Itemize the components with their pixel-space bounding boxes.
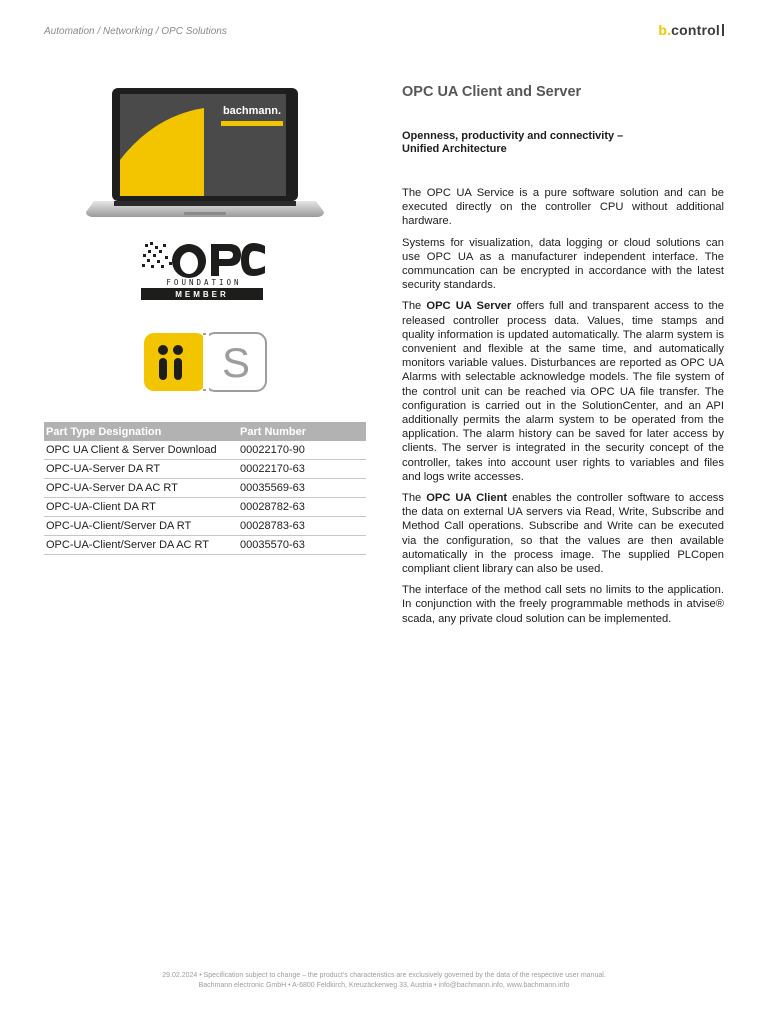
- part-designation: OPC-UA-Client/Server DA AC RT: [44, 536, 238, 555]
- product-description: [402, 84, 724, 633]
- part-number-table: [44, 422, 366, 555]
- laptop-screen-logo: bachmann.: [222, 105, 282, 117]
- page-footer: [0, 971, 768, 991]
- paragraph-systems: Systems for visualization, data logging or cloud solutions can use OPC UA as a manufacturer independent interface. The communcation can be encrypted in accordance with the latest security standards.: [402, 236, 724, 292]
- column-header-part-number: Part Number: [238, 422, 366, 441]
- breadcrumb: Automation / Networking / OPC Solutions: [44, 26, 227, 37]
- brand-logo: b.control: [658, 22, 724, 38]
- opc-foundation-member-logo: [141, 238, 267, 307]
- column-header-designation: Part Type Designation: [44, 422, 238, 441]
- table-row: [44, 498, 366, 517]
- paragraph-client: The OPC UA Client enables the controller software to access the data on external UA servers via Read, Write, Subscribe and Method Call operations. Subscribe and Write can be executed via the configuration, so that the values are then available automatically in the process image. The supplied PLCopen compliant client library can also be used.: [402, 492, 724, 576]
- table-row: [44, 460, 366, 479]
- page-title: OPC UA Client and Server: [402, 84, 582, 100]
- table-row: [44, 441, 366, 460]
- paragraph-server: The OPC UA Server offers full and transparent access to the released controller process data. Values, time stamps and quality information is updated automatically. The alarm system is convenient and flexible at the same time, and automatically monitors variable values. Disturbances are reported as OPC UA Alarms with selectable acknowledge models. The file system of the control unit can be reached via OPC UA file transfer. The configuration is carried out in the SolutionCenter, and an API additionally permits the alarm system to be operated from the application. The alarm history can be saved for later access by clients. The server is integrated in the security concept of the controller, takes into account user rights to variables and files and logs write accesses.: [402, 300, 725, 483]
- part-number: 00035569-63: [238, 479, 366, 498]
- part-designation: OPC-UA-Server DA RT: [44, 460, 238, 479]
- paragraph-method-call: The interface of the method call sets no limits to the application. In conjunction with the freely programmable methods in atvise® scada, any private cloud solution can be implemented.: [402, 584, 724, 625]
- table-row: [44, 517, 366, 536]
- part-number: 00022170-63: [238, 460, 366, 479]
- footer-address: Bachmann electronic GmbH • A-6800 Feldkirch, Kreuzäckerweg 33, Austria • info@bachmann.info, www.bachmann.info: [198, 982, 570, 989]
- part-number: 00035570-63: [238, 536, 366, 555]
- part-number: 00028782-63: [238, 498, 366, 517]
- svg-text:S: S: [221, 339, 251, 386]
- laptop-image: [84, 86, 326, 233]
- body-text: [402, 186, 724, 626]
- table-row: [44, 479, 366, 498]
- table-row: [44, 536, 366, 555]
- part-number: 00028783-63: [238, 517, 366, 536]
- paragraph-intro: The OPC UA Service is a pure software solution and can be executed directly on the controller CPU without additional hardware.: [402, 187, 724, 228]
- part-number: 00022170-90: [238, 441, 366, 460]
- subtitle: Openness, productivity and connectivity – Unified Architecture: [402, 130, 624, 155]
- svg-text:MEMBER: MEMBER: [175, 290, 229, 299]
- part-designation: OPC-UA-Client DA RT: [44, 498, 238, 517]
- part-designation: OPC UA Client & Server Download: [44, 441, 238, 460]
- svg-text:FOUNDATION: FOUNDATION: [166, 278, 242, 287]
- table-header-row: [44, 422, 366, 441]
- is-security-logo: [143, 330, 269, 399]
- footer-disclaimer: 29.02.2024 • Specification subject to change – the product's characteristics are exclusively governed by the data of the respective user manual.: [162, 972, 606, 979]
- part-designation: OPC-UA-Client/Server DA RT: [44, 517, 238, 536]
- part-designation: OPC-UA-Server DA AC RT: [44, 479, 238, 498]
